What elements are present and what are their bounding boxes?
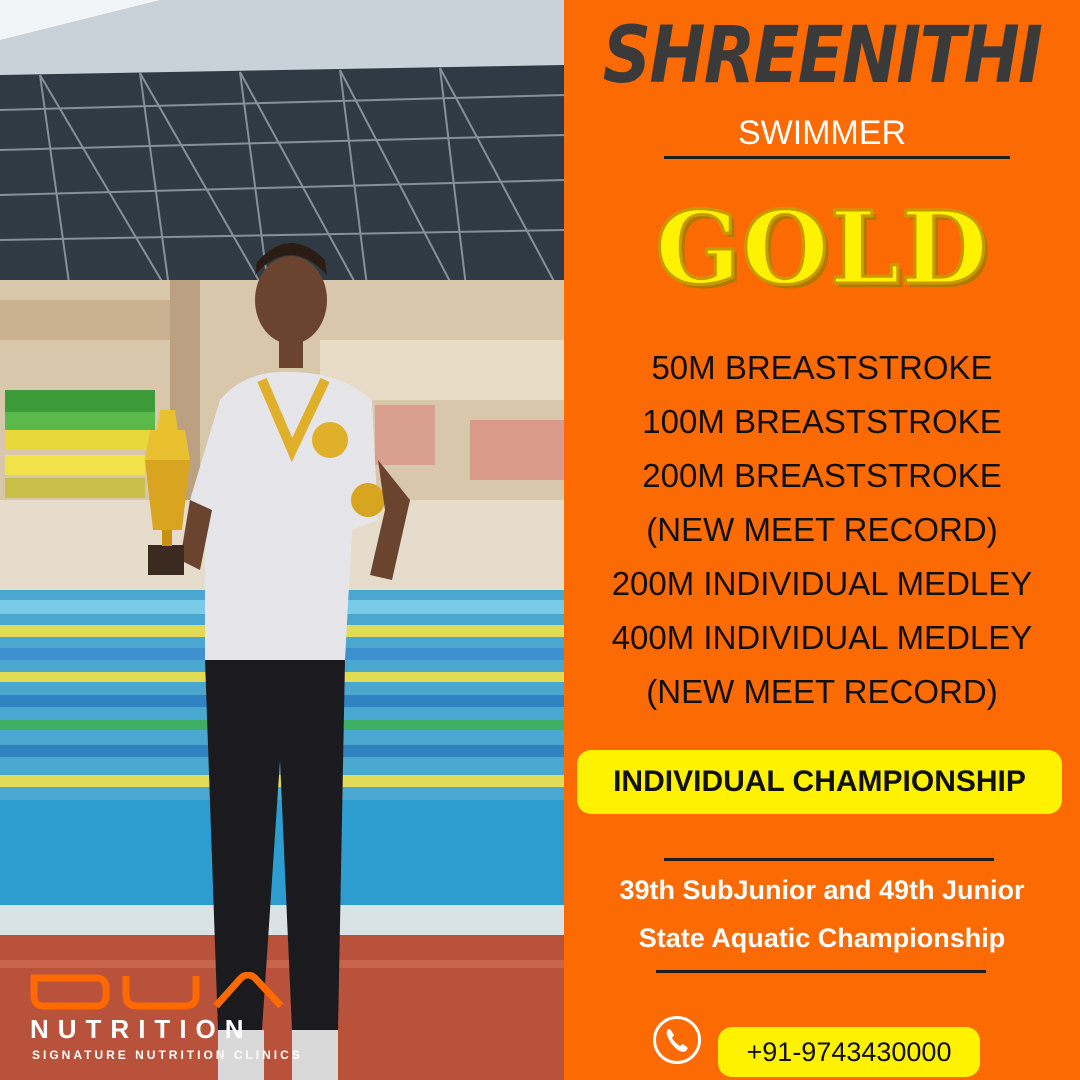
event-item: 200M INDIVIDUAL MEDLEY: [611, 565, 1033, 602]
event-name: [564, 866, 1080, 962]
medal-title: GOLD: [655, 189, 989, 307]
event-list: [564, 341, 1080, 719]
event-note: (NEW MEET RECORD): [646, 673, 998, 710]
event-item: 50M BREASTSTROKE: [651, 349, 993, 386]
championship-badge: INDIVIDUAL CHAMPIONSHIP: [577, 750, 1062, 814]
event-name-line: 39th SubJunior and 49th Junior: [619, 875, 1025, 905]
info-panel: [564, 0, 1080, 1080]
athlete-role: SWIMMER: [737, 114, 907, 152]
event-item: 100M BREASTSTROKE: [642, 403, 1002, 440]
divider: [656, 970, 986, 973]
event-item: 400M INDIVIDUAL MEDLEY: [611, 619, 1033, 656]
event-item: 200M BREASTSTROKE: [642, 457, 1002, 494]
phone-number[interactable]: +91-9743430000: [718, 1027, 980, 1077]
athlete-name: SHREENITHI: [602, 11, 1042, 101]
divider: [664, 156, 1010, 159]
divider: [664, 858, 994, 861]
event-name-line: State Aquatic Championship: [638, 923, 1006, 953]
event-note: (NEW MEET RECORD): [646, 511, 998, 548]
brand-name: NUTRITION: [30, 1014, 253, 1044]
brand-logo: [26, 972, 306, 1017]
brand-tagline: SIGNATURE NUTRITION CLINICS: [32, 1048, 303, 1062]
phone-icon[interactable]: [653, 1016, 701, 1064]
